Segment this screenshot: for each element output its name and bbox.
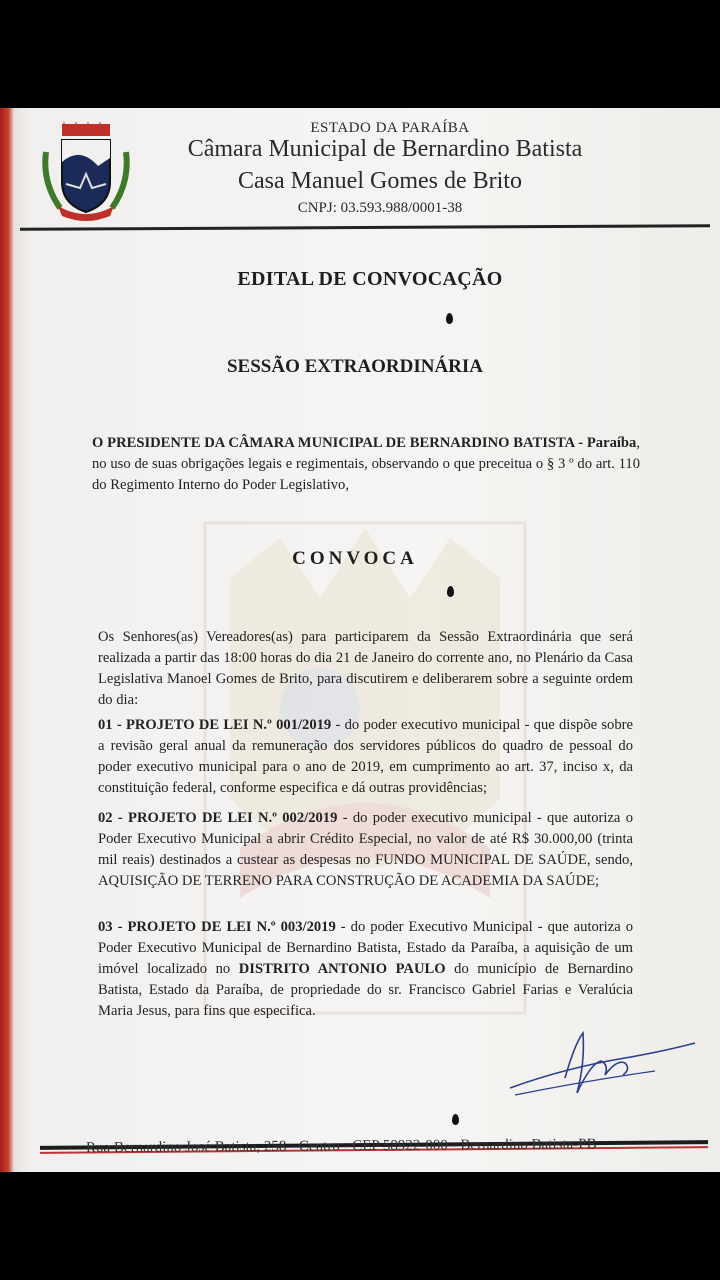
municipal-crest-logo: [40, 122, 132, 222]
agenda-item-text: - do poder executivo municipal - que dispõe sobre a revisão geral anual da remuneração dos servidores públicos do quadro de pessoal do poder executivo municipal para o ano de 2019, em cumprimento ao art. 37, inciso x, da constituição federal, conforme especifica e dá outras providências;: [98, 717, 633, 796]
header-house-name: Casa Manuel Gomes de Brito: [238, 168, 522, 194]
agenda-item-text: - do poder executivo municipal - que autoriza o Poder Executivo Municipal a abrir Crédito Especial, no valor de até R$ 30.000,00 (trinta mil reais) destinados a custear as despesas no FUNDO MUNICIPAL DE SAÚDE, sendo, AQUISIÇÃO DE TERRENO PARA CONSTRUÇÃO DE ACADEMIA DA SAÚDE;: [98, 810, 633, 889]
agenda-item-03: [98, 917, 633, 1022]
footer-address: Rua Bernardino José Batista, 258 - Centro - CEP 58922-000 - Bernardino Batista-PB: [85, 1136, 597, 1157]
document-subtitle: SESSÃO EXTRAORDINÁRIA: [226, 356, 484, 377]
header-chamber-name: Câmara Municipal de Bernardino Batista: [187, 136, 583, 162]
handwritten-signature: [505, 1023, 700, 1103]
header-state: ESTADO DA PARAÍBA: [310, 120, 470, 136]
page-red-edge: [0, 108, 14, 1172]
agenda-item-label: 03 - PROJETO DE LEI N.º 003/2019: [98, 919, 336, 935]
agenda-item-label: 02 - PROJETO DE LEI N.º 002/2019: [98, 810, 338, 826]
agenda-item-01: [98, 715, 633, 799]
agenda-item-text: - do poder Executivo Municipal - que autoriza o Poder Executivo Municipal de Bernardino Batista, Estado da Paraíba, a aquisição de um imóvel localizado no: [98, 919, 633, 977]
intro-bold-lead: O PRESIDENTE DA CÂMARA MUNICIPAL DE BERNARDINO BATISTA - Paraíba: [92, 435, 637, 451]
ink-spot: [447, 586, 454, 597]
ink-spot: [452, 1114, 459, 1125]
convocation-paragraph: Os Senhores(as) Vereadores(as) para participarem da Sessão Extraordinária que será realizada a partir das 18:00 horas do dia 21 de Janeiro do corrente ano, no Plenário da Casa Legislativa Manoel Gomes de Brito, para discutirem e deliberarem sobre a seguinte ordem do dia:: [98, 629, 633, 708]
intro-text: , no uso de suas obrigações legais e regimentais, observando o que preceitua o § 3 º do art. 110 do Regimento Interno do Poder Legislativo,: [92, 435, 640, 493]
convoca-heading: CONVOCA: [292, 548, 418, 569]
header-divider: [20, 224, 710, 231]
agenda-item-text: do município de Bernardino Batista, Estado da Paraíba, de propriedade do sr. Francisco Gabriel Farias e Veralúcia Maria Jesus, para fins que especifica.: [98, 961, 633, 1019]
document-page: [0, 108, 720, 1172]
intro-paragraph: [92, 433, 640, 496]
agenda-item-label: 01 - PROJETO DE LEI N.º 001/2019: [98, 717, 332, 733]
ink-spot: [446, 313, 453, 324]
header-cnpj: CNPJ: 03.593.988/0001-38: [297, 200, 463, 216]
agenda-item-bold-location: DISTRITO ANTONIO PAULO: [238, 961, 446, 977]
document-title: EDITAL DE CONVOCAÇÃO: [237, 268, 503, 290]
agenda-item-02: [98, 808, 633, 892]
